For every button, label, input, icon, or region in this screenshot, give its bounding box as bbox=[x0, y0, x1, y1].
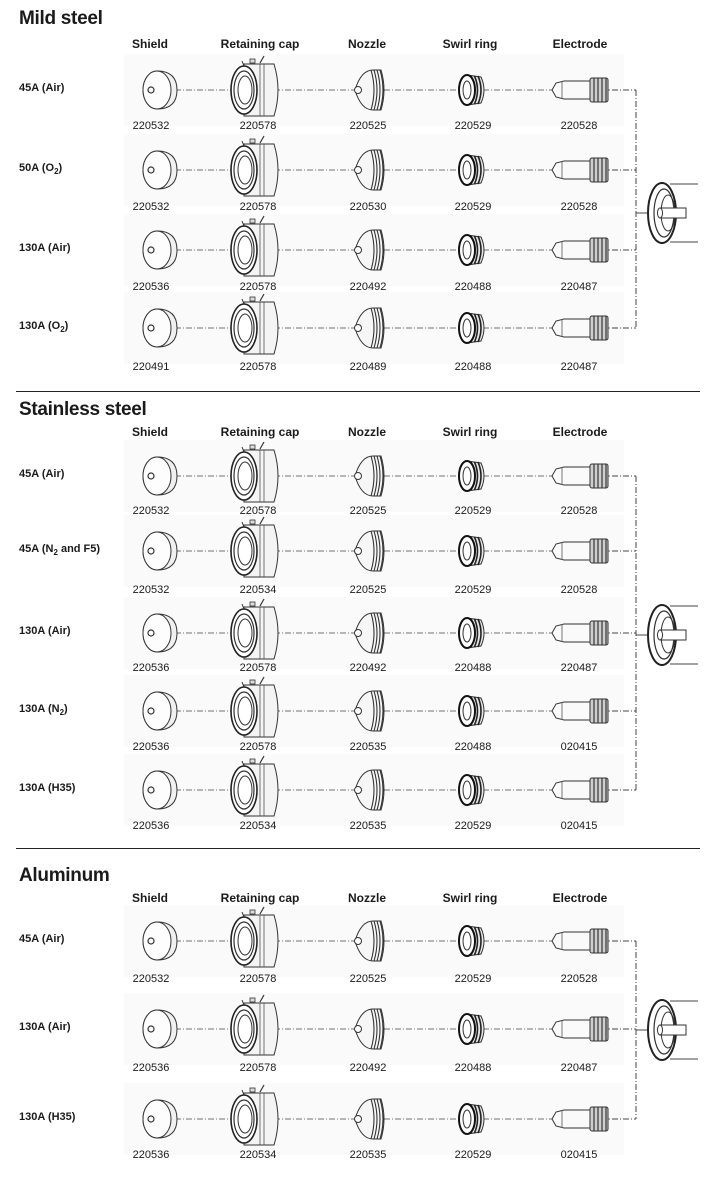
part-number[interactable]: 220488 bbox=[454, 1062, 492, 1074]
part-number[interactable]: 220488 bbox=[454, 361, 492, 373]
gas-type-tail: and F5) bbox=[57, 543, 101, 555]
part-number[interactable]: 220492 bbox=[349, 1062, 387, 1074]
gas-type: (Air) bbox=[47, 242, 71, 254]
part-number[interactable]: 220536 bbox=[132, 1149, 170, 1161]
electrode-part-icon bbox=[552, 78, 608, 102]
column-header-nozzle: Nozzle bbox=[347, 891, 386, 905]
gas-subscript: 2 bbox=[53, 548, 58, 558]
swirl-ring-part-icon bbox=[459, 536, 484, 566]
amperage: 130A bbox=[19, 1021, 48, 1033]
swirl-ring-part-icon bbox=[459, 775, 484, 805]
column-header-electrode: Electrode bbox=[552, 37, 608, 51]
part-number[interactable]: 220488 bbox=[454, 741, 492, 753]
electrode-part-icon bbox=[552, 778, 608, 802]
part-number[interactable]: 220528 bbox=[560, 120, 598, 132]
row-label bbox=[19, 1111, 75, 1123]
part-number[interactable]: 220530 bbox=[349, 201, 387, 213]
amperage: 45A bbox=[19, 82, 42, 94]
part-number[interactable]: 220525 bbox=[349, 973, 387, 985]
part-number[interactable]: 220532 bbox=[132, 201, 170, 213]
row-label bbox=[19, 82, 64, 94]
part-number[interactable]: 220487 bbox=[560, 662, 598, 674]
part-number[interactable]: 020415 bbox=[560, 820, 598, 832]
swirl-ring-part-icon bbox=[459, 235, 484, 265]
amperage: 45A bbox=[19, 933, 42, 945]
swirl-ring-part-icon bbox=[459, 1014, 484, 1044]
amperage: 130A bbox=[19, 1111, 48, 1123]
electrode-part-icon bbox=[552, 929, 608, 953]
part-number[interactable]: 220578 bbox=[239, 361, 277, 373]
gas-type: (O bbox=[47, 320, 61, 332]
column-header-shield: Shield bbox=[131, 37, 168, 51]
section-divider bbox=[16, 391, 700, 392]
column-header-nozzle: Nozzle bbox=[347, 37, 386, 51]
part-number[interactable]: 220578 bbox=[239, 741, 277, 753]
section-divider bbox=[16, 848, 700, 849]
row-label bbox=[19, 162, 62, 176]
row-label bbox=[19, 543, 100, 557]
gas-type: (Air) bbox=[47, 625, 71, 637]
gas-type: (Air) bbox=[41, 933, 65, 945]
gas-type: (Air) bbox=[41, 468, 65, 480]
gas-type: (O bbox=[41, 162, 55, 174]
shield-part-icon bbox=[143, 309, 177, 347]
part-number[interactable]: 220525 bbox=[349, 120, 387, 132]
row-label bbox=[19, 1021, 71, 1033]
part-number[interactable]: 220536 bbox=[132, 741, 170, 753]
part-number[interactable]: 220536 bbox=[132, 281, 170, 293]
shield-part-icon bbox=[143, 231, 177, 269]
amperage: 130A bbox=[19, 703, 48, 715]
column-header-shield: Shield bbox=[131, 425, 168, 439]
gas-subscript: 2 bbox=[54, 167, 59, 177]
part-number[interactable]: 220532 bbox=[132, 505, 170, 517]
shield-part-icon bbox=[143, 151, 177, 189]
part-number[interactable]: 220532 bbox=[132, 120, 170, 132]
shield-part-icon bbox=[143, 532, 177, 570]
column-header-electrode: Electrode bbox=[552, 425, 608, 439]
shield-part-icon bbox=[143, 1100, 177, 1138]
section-title: Stainless steel bbox=[19, 399, 147, 420]
column-header-nozzle: Nozzle bbox=[347, 425, 386, 439]
part-number[interactable]: 220578 bbox=[239, 505, 277, 517]
electrode-part-icon bbox=[552, 464, 608, 488]
part-number[interactable]: 220489 bbox=[349, 361, 387, 373]
part-number[interactable]: 020415 bbox=[560, 1149, 598, 1161]
gas-type: (N bbox=[41, 543, 54, 555]
gas-type: (Air) bbox=[41, 82, 65, 94]
amperage: 45A bbox=[19, 543, 42, 555]
shield-part-icon bbox=[143, 771, 177, 809]
part-number[interactable]: 220578 bbox=[239, 201, 277, 213]
row-label bbox=[19, 625, 71, 637]
part-number[interactable]: 220488 bbox=[454, 281, 492, 293]
part-number[interactable]: 220534 bbox=[239, 820, 277, 832]
part-number[interactable]: 220578 bbox=[239, 281, 277, 293]
part-number[interactable]: 220535 bbox=[349, 820, 387, 832]
gas-subscript: 2 bbox=[59, 708, 65, 718]
swirl-ring-part-icon bbox=[459, 155, 484, 185]
part-number[interactable]: 220529 bbox=[454, 505, 492, 517]
row-label bbox=[19, 320, 68, 334]
part-number[interactable]: 220536 bbox=[132, 820, 170, 832]
electrode-part-icon bbox=[552, 238, 608, 262]
part-number[interactable]: 220525 bbox=[349, 584, 387, 596]
gas-subscript: 2 bbox=[60, 325, 65, 335]
part-number[interactable]: 220487 bbox=[560, 281, 598, 293]
amperage: 130A bbox=[19, 320, 48, 332]
part-number[interactable]: 220535 bbox=[349, 741, 387, 753]
part-number[interactable]: 220532 bbox=[132, 584, 170, 596]
part-number[interactable]: 220529 bbox=[454, 201, 492, 213]
part-number[interactable]: 220487 bbox=[560, 1062, 598, 1074]
column-header-retaining-cap: Retaining cap bbox=[220, 425, 300, 439]
row-label bbox=[19, 242, 71, 254]
gas-type: (H35) bbox=[47, 782, 76, 794]
part-number[interactable]: 220536 bbox=[132, 662, 170, 674]
gas-type-tail: ) bbox=[58, 162, 63, 174]
electrode-part-icon bbox=[552, 621, 608, 645]
electrode-part-icon bbox=[552, 1107, 608, 1131]
section-title: Mild steel bbox=[19, 8, 103, 29]
column-header-electrode: Electrode bbox=[552, 891, 608, 905]
gas-type-tail: ) bbox=[64, 320, 69, 332]
swirl-ring-part-icon bbox=[459, 926, 484, 956]
shield-part-icon bbox=[143, 457, 177, 495]
shield-part-icon bbox=[143, 922, 177, 960]
amperage: 130A bbox=[19, 782, 48, 794]
amperage: 130A bbox=[19, 625, 48, 637]
row-label bbox=[19, 468, 64, 480]
electrode-part-icon bbox=[552, 1017, 608, 1041]
gas-type-tail: ) bbox=[64, 703, 68, 715]
swirl-ring-part-icon bbox=[459, 1104, 484, 1134]
part-number[interactable]: 220578 bbox=[239, 662, 277, 674]
part-number[interactable]: 220578 bbox=[239, 120, 277, 132]
part-number[interactable]: 220534 bbox=[239, 584, 277, 596]
swirl-ring-part-icon bbox=[459, 75, 484, 105]
swirl-ring-part-icon bbox=[459, 313, 484, 343]
shield-part-icon bbox=[143, 71, 177, 109]
part-number[interactable]: 220529 bbox=[454, 973, 492, 985]
torch-head-icon bbox=[648, 605, 698, 665]
row-label bbox=[19, 703, 68, 717]
electrode-part-icon bbox=[552, 316, 608, 340]
part-number[interactable]: 220491 bbox=[132, 361, 170, 373]
amperage: 130A bbox=[19, 242, 48, 254]
electrode-part-icon bbox=[552, 699, 608, 723]
part-number[interactable]: 220529 bbox=[454, 120, 492, 132]
shield-part-icon bbox=[143, 614, 177, 652]
part-number[interactable]: 220529 bbox=[454, 1149, 492, 1161]
swirl-ring-part-icon bbox=[459, 461, 484, 491]
shield-part-icon bbox=[143, 1010, 177, 1048]
part-number[interactable]: 220492 bbox=[349, 281, 387, 293]
column-header-swirl-ring: Swirl ring bbox=[442, 425, 498, 439]
column-header-retaining-cap: Retaining cap bbox=[220, 37, 300, 51]
torch-head-icon bbox=[648, 183, 698, 243]
amperage: 45A bbox=[19, 468, 42, 480]
part-number[interactable]: 220578 bbox=[239, 973, 277, 985]
part-number[interactable]: 220536 bbox=[132, 1062, 170, 1074]
part-number[interactable]: 220525 bbox=[349, 505, 387, 517]
part-number[interactable]: 220528 bbox=[560, 201, 598, 213]
column-header-swirl-ring: Swirl ring bbox=[442, 37, 498, 51]
part-number[interactable]: 220529 bbox=[454, 584, 492, 596]
part-number[interactable]: 220488 bbox=[454, 662, 492, 674]
part-number[interactable]: 220578 bbox=[239, 1062, 277, 1074]
swirl-ring-part-icon bbox=[459, 696, 484, 726]
swirl-ring-part-icon bbox=[459, 618, 484, 648]
column-header-retaining-cap: Retaining cap bbox=[220, 891, 300, 905]
electrode-part-icon bbox=[552, 539, 608, 563]
column-header-shield: Shield bbox=[131, 891, 168, 905]
part-number[interactable]: 220534 bbox=[239, 1149, 277, 1161]
amperage: 50A bbox=[19, 162, 42, 174]
shield-part-icon bbox=[143, 692, 177, 730]
part-number[interactable]: 220528 bbox=[560, 505, 598, 517]
part-number[interactable]: 220532 bbox=[132, 973, 170, 985]
gas-type: (Air) bbox=[47, 1021, 71, 1033]
gas-type: (H35) bbox=[47, 1111, 76, 1123]
column-header-swirl-ring: Swirl ring bbox=[442, 891, 498, 905]
torch-head-icon bbox=[648, 1000, 698, 1060]
part-number[interactable]: 020415 bbox=[560, 741, 598, 753]
row-label bbox=[19, 782, 75, 794]
part-number[interactable]: 220528 bbox=[560, 584, 598, 596]
part-number[interactable]: 220487 bbox=[560, 361, 598, 373]
electrode-part-icon bbox=[552, 158, 608, 182]
gas-type: (N bbox=[47, 703, 60, 715]
section-title: Aluminum bbox=[19, 865, 110, 886]
part-number[interactable]: 220529 bbox=[454, 820, 492, 832]
row-label bbox=[19, 933, 64, 945]
part-number[interactable]: 220528 bbox=[560, 973, 598, 985]
part-number[interactable]: 220535 bbox=[349, 1149, 387, 1161]
part-number[interactable]: 220492 bbox=[349, 662, 387, 674]
